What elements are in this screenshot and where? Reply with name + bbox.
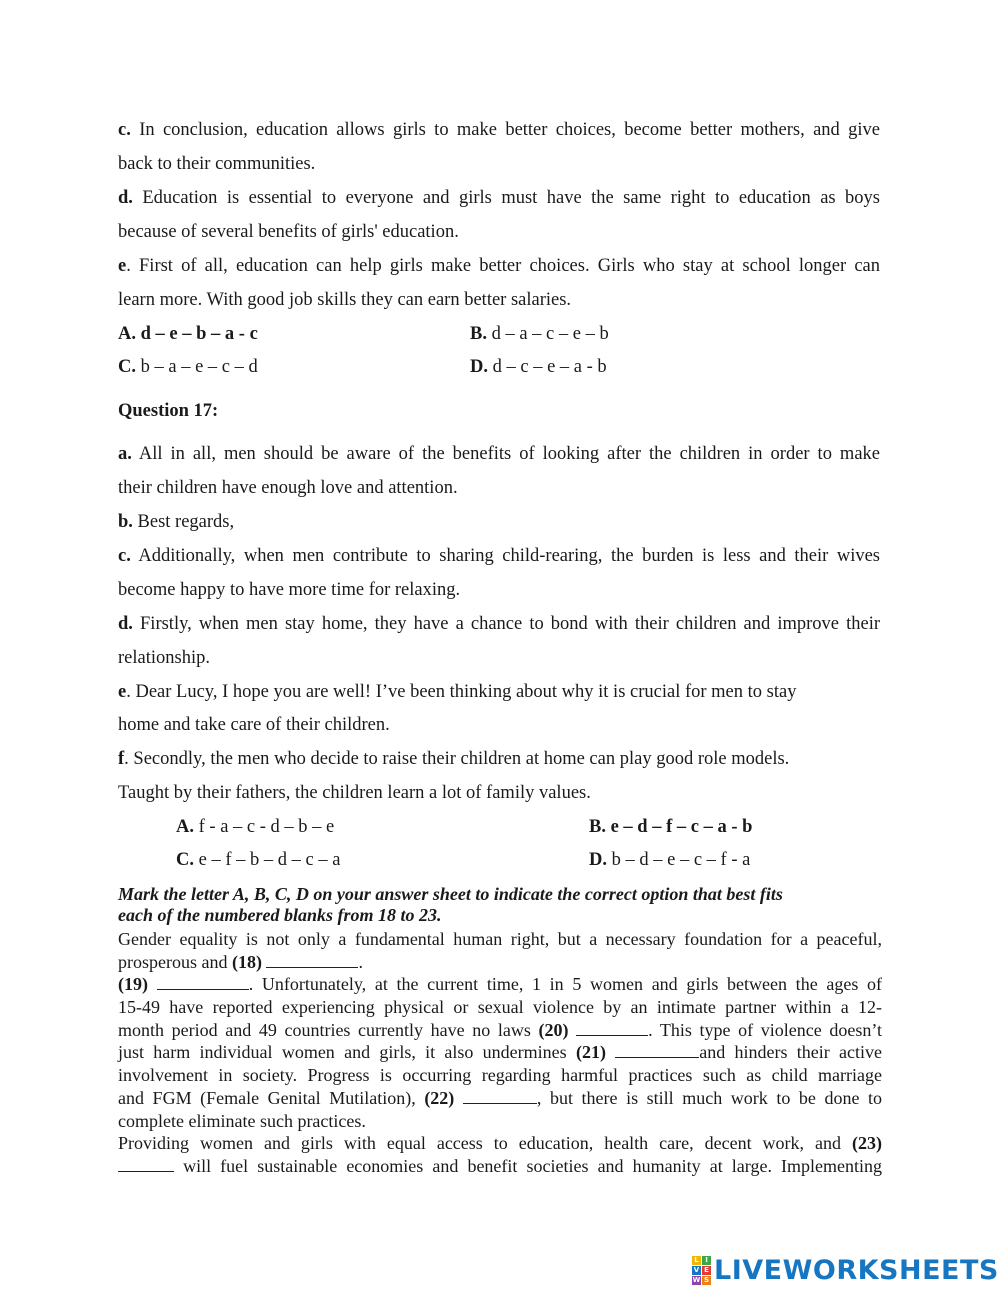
option-text: d – a – c – e – b: [491, 324, 609, 344]
instruction-line: Mark the letter A, B, C, D on your answer sheet to indicate the correct option that best fits: [118, 884, 783, 904]
item-label: a.: [118, 444, 132, 464]
item-text: All in all, men should be aware of the benefits of looking after the children in order to make: [138, 444, 880, 464]
q17-option-c[interactable]: [176, 849, 340, 871]
option-text: b – d – e – c – f - a: [611, 850, 751, 870]
q17-item-a: [118, 443, 880, 465]
q17-item-e: [118, 681, 796, 703]
passage-text: . Unfortunately, at the current time, 1 in 5 women and girls between the ages of: [248, 974, 883, 995]
cloze-passage: [118, 928, 882, 1178]
passage-line: [118, 1041, 882, 1064]
option-text: b – a – e – c – d: [140, 357, 258, 377]
option-label: C.: [118, 357, 136, 377]
item-text: become happy to have more time for relaxing.: [118, 580, 461, 600]
q16-item-e: [118, 255, 880, 277]
q17-item-c-cont: [118, 579, 460, 601]
option-label: C.: [176, 850, 194, 870]
item-label: b.: [118, 512, 133, 532]
item-text: Education is essential to everyone and girls must have the same right to education as boys: [142, 188, 881, 208]
passage-text: prosperous and: [118, 951, 228, 972]
passage-text: will fuel sustainable economies and benefit societies and humanity at large. Implementing: [183, 1155, 883, 1176]
blank-number-23: (23): [852, 1133, 882, 1154]
passage-text: .: [358, 951, 363, 972]
q16-item-c-cont: [118, 153, 315, 175]
logo-letter: E: [702, 1266, 711, 1275]
passage-line: [118, 951, 882, 974]
option-text: d – e – b – a - c: [140, 324, 258, 344]
logo-letter: S: [703, 1275, 710, 1284]
passage-text: 15-49 have reported experiencing physical or sexual violence by an intimate partner within a 12-: [118, 997, 882, 1018]
blank-number-20: (20): [538, 1019, 569, 1040]
option-text: d – c – e – a - b: [492, 357, 607, 377]
passage-line: [118, 1064, 882, 1087]
q17-option-d[interactable]: [589, 849, 750, 871]
option-text: e – d – f – c – a - b: [610, 817, 753, 837]
blank-21[interactable]: [615, 1041, 699, 1058]
option-label: D.: [589, 850, 607, 870]
item-label: c.: [118, 120, 131, 140]
blank-23[interactable]: [118, 1155, 174, 1172]
q16-option-b[interactable]: [470, 323, 609, 345]
cloze-instruction: [118, 884, 888, 926]
passage-line: [118, 1155, 882, 1178]
passage-line: [118, 1087, 882, 1110]
blank-number-19: (19): [118, 974, 148, 995]
passage-line: [118, 928, 882, 951]
logo-letter: V: [693, 1265, 700, 1274]
logo-letter: L: [692, 1256, 701, 1265]
logo-letter: I: [702, 1256, 711, 1265]
passage-line: [118, 1110, 882, 1133]
item-text: back to their communities.: [118, 154, 316, 174]
passage-text: Providing women and girls with equal access to education, health care, decent work, and: [118, 1133, 842, 1154]
q16-option-a[interactable]: [118, 323, 258, 345]
option-label: A.: [176, 817, 194, 837]
passage-line: [118, 996, 882, 1019]
passage-text: complete eliminate such practices.: [118, 1110, 366, 1131]
item-label: c.: [118, 546, 131, 566]
q16-item-d-cont: [118, 221, 459, 243]
q16-option-c[interactable]: [118, 356, 258, 378]
item-text: In conclusion, education allows girls to make better choices, become better mothers, and give: [139, 120, 880, 140]
item-text: because of several benefits of girls' education.: [118, 222, 459, 242]
question-title: Question 17:: [118, 401, 219, 421]
passage-text: and FGM (Female Genital Mutilation),: [118, 1087, 416, 1108]
passage-text: Gender equality is not only a fundamental human right, but a necessary foundation for a peaceful,: [118, 929, 882, 949]
item-text: learn more. With good job skills they can earn better salaries.: [118, 290, 572, 310]
item-label: f: [118, 749, 125, 769]
item-label: e: [118, 682, 127, 702]
q16-option-d[interactable]: [470, 356, 607, 378]
blank-19[interactable]: [157, 973, 249, 990]
item-text: . Dear Lucy, I hope you are well! I’ve been thinking about why it is crucial for men to stay: [126, 682, 797, 702]
option-label: A.: [118, 324, 136, 344]
q17-item-f: [118, 748, 789, 770]
q16-item-c: [118, 119, 880, 141]
logo-mark-icon: [692, 1256, 711, 1285]
blank-22[interactable]: [463, 1087, 537, 1104]
item-text: Best regards,: [137, 512, 235, 532]
q17-title: [118, 400, 218, 422]
option-label: B.: [470, 324, 487, 344]
q17-item-d-cont: [118, 647, 210, 669]
q17-item-f-cont: [118, 782, 591, 804]
item-text: Additionally, when men contribute to sharing child-rearing, the burden is less and their wives: [138, 546, 880, 566]
blank-number-18: (18): [231, 951, 262, 972]
liveworksheets-logo[interactable]: [692, 1254, 999, 1286]
q17-item-d: [118, 613, 880, 635]
option-label: D.: [470, 357, 488, 377]
q16-item-e-cont: [118, 289, 571, 311]
blank-number-21: (21): [575, 1042, 606, 1063]
blank-18[interactable]: [266, 951, 358, 968]
option-text: e – f – b – d – c – a: [198, 850, 341, 870]
item-text: Taught by their fathers, the children learn a lot of family values.: [118, 783, 591, 803]
passage-text: , but there is still much work to be done to: [536, 1087, 883, 1108]
q17-item-b: [118, 511, 234, 533]
passage-line: [118, 973, 882, 996]
q16-item-d: [118, 187, 880, 209]
passage-line: [118, 1132, 882, 1155]
logo-wordmark: LIVEWORKSHEETS: [714, 1254, 999, 1286]
item-label: e: [118, 256, 127, 276]
logo-letter: W: [692, 1275, 701, 1284]
q17-option-a[interactable]: [176, 816, 334, 838]
q17-item-e-cont: [118, 714, 390, 736]
item-text: their children have enough love and attention.: [118, 478, 458, 498]
passage-text: month period and 49 countries currently have no laws: [118, 1019, 531, 1040]
passage-text: and hinders their active: [699, 1042, 883, 1063]
q17-item-c: [118, 545, 880, 567]
passage-text: involvement in society. Progress is occurring regarding harmful practices such as child marriage: [118, 1065, 882, 1086]
passage-line: [118, 1019, 882, 1042]
q17-item-a-cont: [118, 477, 458, 499]
item-text: Firstly, when men stay home, they have a chance to bond with their children and improve their: [140, 614, 880, 634]
passage-text: just harm individual women and girls, it also undermines: [118, 1042, 567, 1063]
instruction-line: each of the numbered blanks from 18 to 23.: [118, 905, 442, 925]
option-label: B.: [589, 817, 606, 837]
item-text: relationship.: [118, 648, 210, 668]
item-label: d.: [118, 614, 133, 634]
item-text: home and take care of their children.: [118, 715, 390, 735]
item-text: . Secondly, the men who decide to raise their children at home can play good role models.: [124, 749, 790, 769]
blank-20[interactable]: [576, 1019, 648, 1036]
option-text: f - a – c - d – b – e: [198, 817, 335, 837]
item-text: . First of all, education can help girls make better choices. Girls who stay at school longer can: [126, 256, 880, 276]
passage-text: . This type of violence doesn’t: [648, 1019, 883, 1040]
item-label: d.: [118, 188, 133, 208]
q17-option-b[interactable]: [589, 816, 752, 838]
blank-number-22: (22): [424, 1087, 455, 1108]
